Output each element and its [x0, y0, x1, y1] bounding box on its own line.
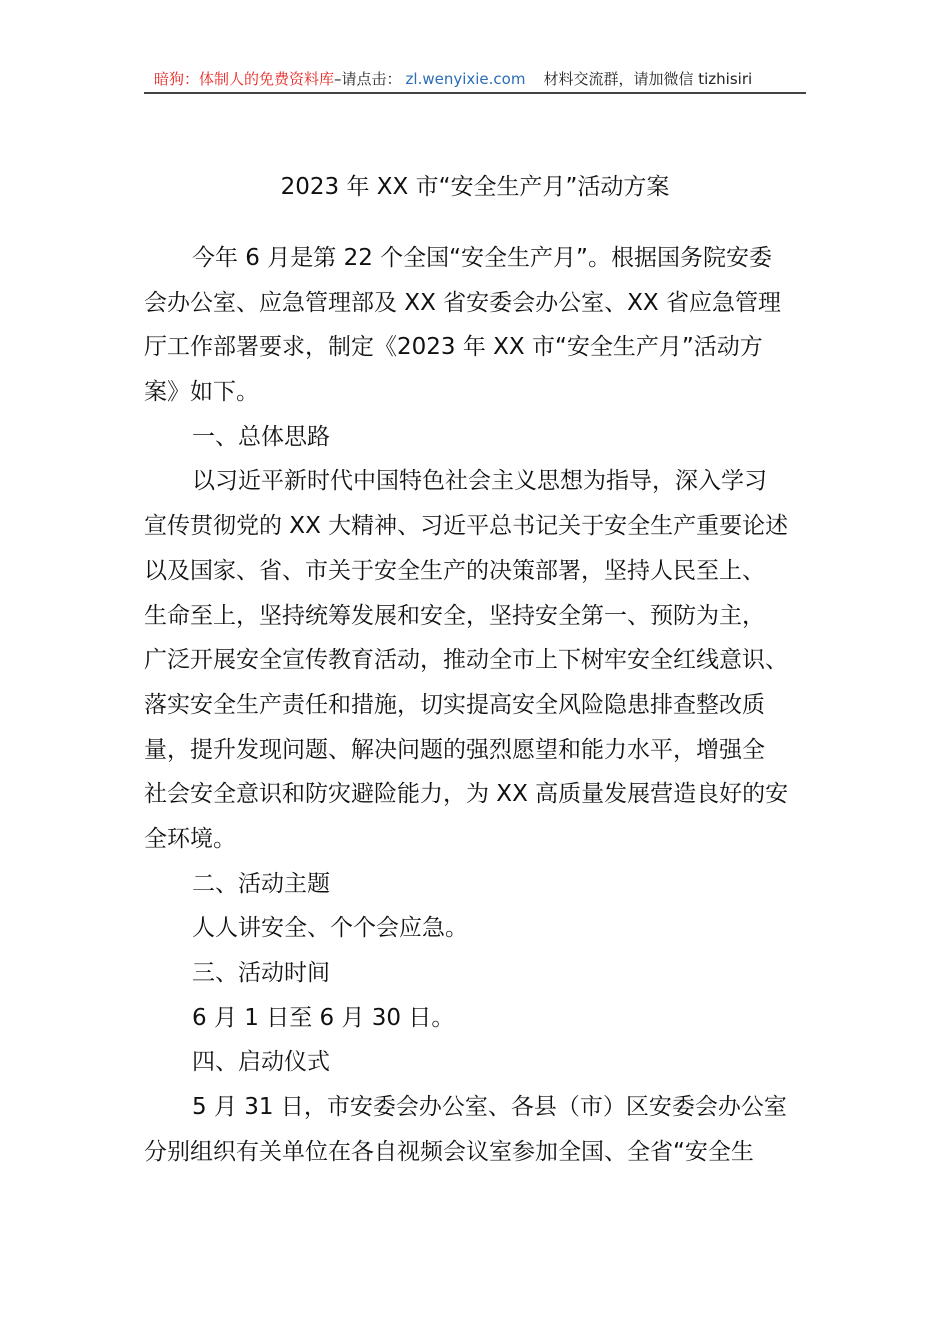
- paragraph-line: 三、活动时间: [192, 960, 330, 986]
- paragraph-line: 一、总体思路: [192, 423, 330, 450]
- paragraph-line: 分别组织有关单位在各自视频会议室参加全国、全省“安全生: [144, 1138, 754, 1165]
- paragraph-line: 5 月 31 日，市安委会办公室、各县（市）区安委会办公室: [192, 1094, 787, 1121]
- paragraph-line: 案》如下。: [144, 379, 259, 406]
- document-body: [144, 240, 806, 1178]
- paragraph-line: 会办公室、应急管理部及 XX 省安委会办公室、XX 省应急管理: [144, 289, 781, 316]
- document-title: 2023 年 XX 市“安全生产月”活动方案: [280, 174, 670, 200]
- paragraph-line: 今年 6 月是第 22 个全国“安全生产月”。根据国务院安委: [192, 245, 772, 271]
- promo-text: 暗狗：体制人的免费资料库: [154, 70, 335, 88]
- page-header: [144, 68, 806, 89]
- paragraph-line: 人人讲安全、个个会应急。: [192, 915, 468, 942]
- contact-text: 材料交流群，请加微信 tizhisiri: [543, 70, 753, 88]
- paragraph-line: 落实安全生产责任和措施，切实提高安全风险隐患排查整改质: [144, 691, 765, 718]
- paragraph-line: 生命至上，坚持统筹发展和安全，坚持安全第一、预防为主，: [144, 602, 765, 629]
- header-divider: [144, 92, 806, 94]
- paragraph-line: 以习近平新时代中国特色社会主义思想为指导，深入学习: [192, 468, 767, 495]
- paragraph-line: 社会安全意识和防灾避险能力，为 XX 高质量发展营造良好的安: [144, 781, 789, 808]
- paragraph-line: 宣传贯彻党的 XX 大精神、习近平总书记关于安全生产重要论述: [144, 513, 789, 540]
- paragraph-line: 二、活动主题: [192, 870, 330, 897]
- paragraph-line: 以及国家、省、市关于安全生产的决策部署，坚持人民至上、: [144, 557, 765, 584]
- paragraph-line: 广泛开展安全宣传教育活动，推动全市上下树牢安全红线意识、: [144, 647, 788, 674]
- paragraph-line: 6 月 1 日至 6 月 30 日。: [192, 1004, 455, 1031]
- website-link[interactable]: zl.wenyixie.com: [405, 70, 526, 88]
- paragraph-line: 四、启动仪式: [192, 1049, 330, 1076]
- paragraph-line: 厅工作部署要求，制定《2023 年 XX 市“安全生产月”活动方: [144, 334, 763, 361]
- paragraph-line: 全环境。: [144, 825, 236, 852]
- click-prompt: –请点击：: [334, 70, 402, 88]
- paragraph-line: 量，提升发现问题、解决问题的强烈愿望和能力水平，增强全: [144, 736, 765, 763]
